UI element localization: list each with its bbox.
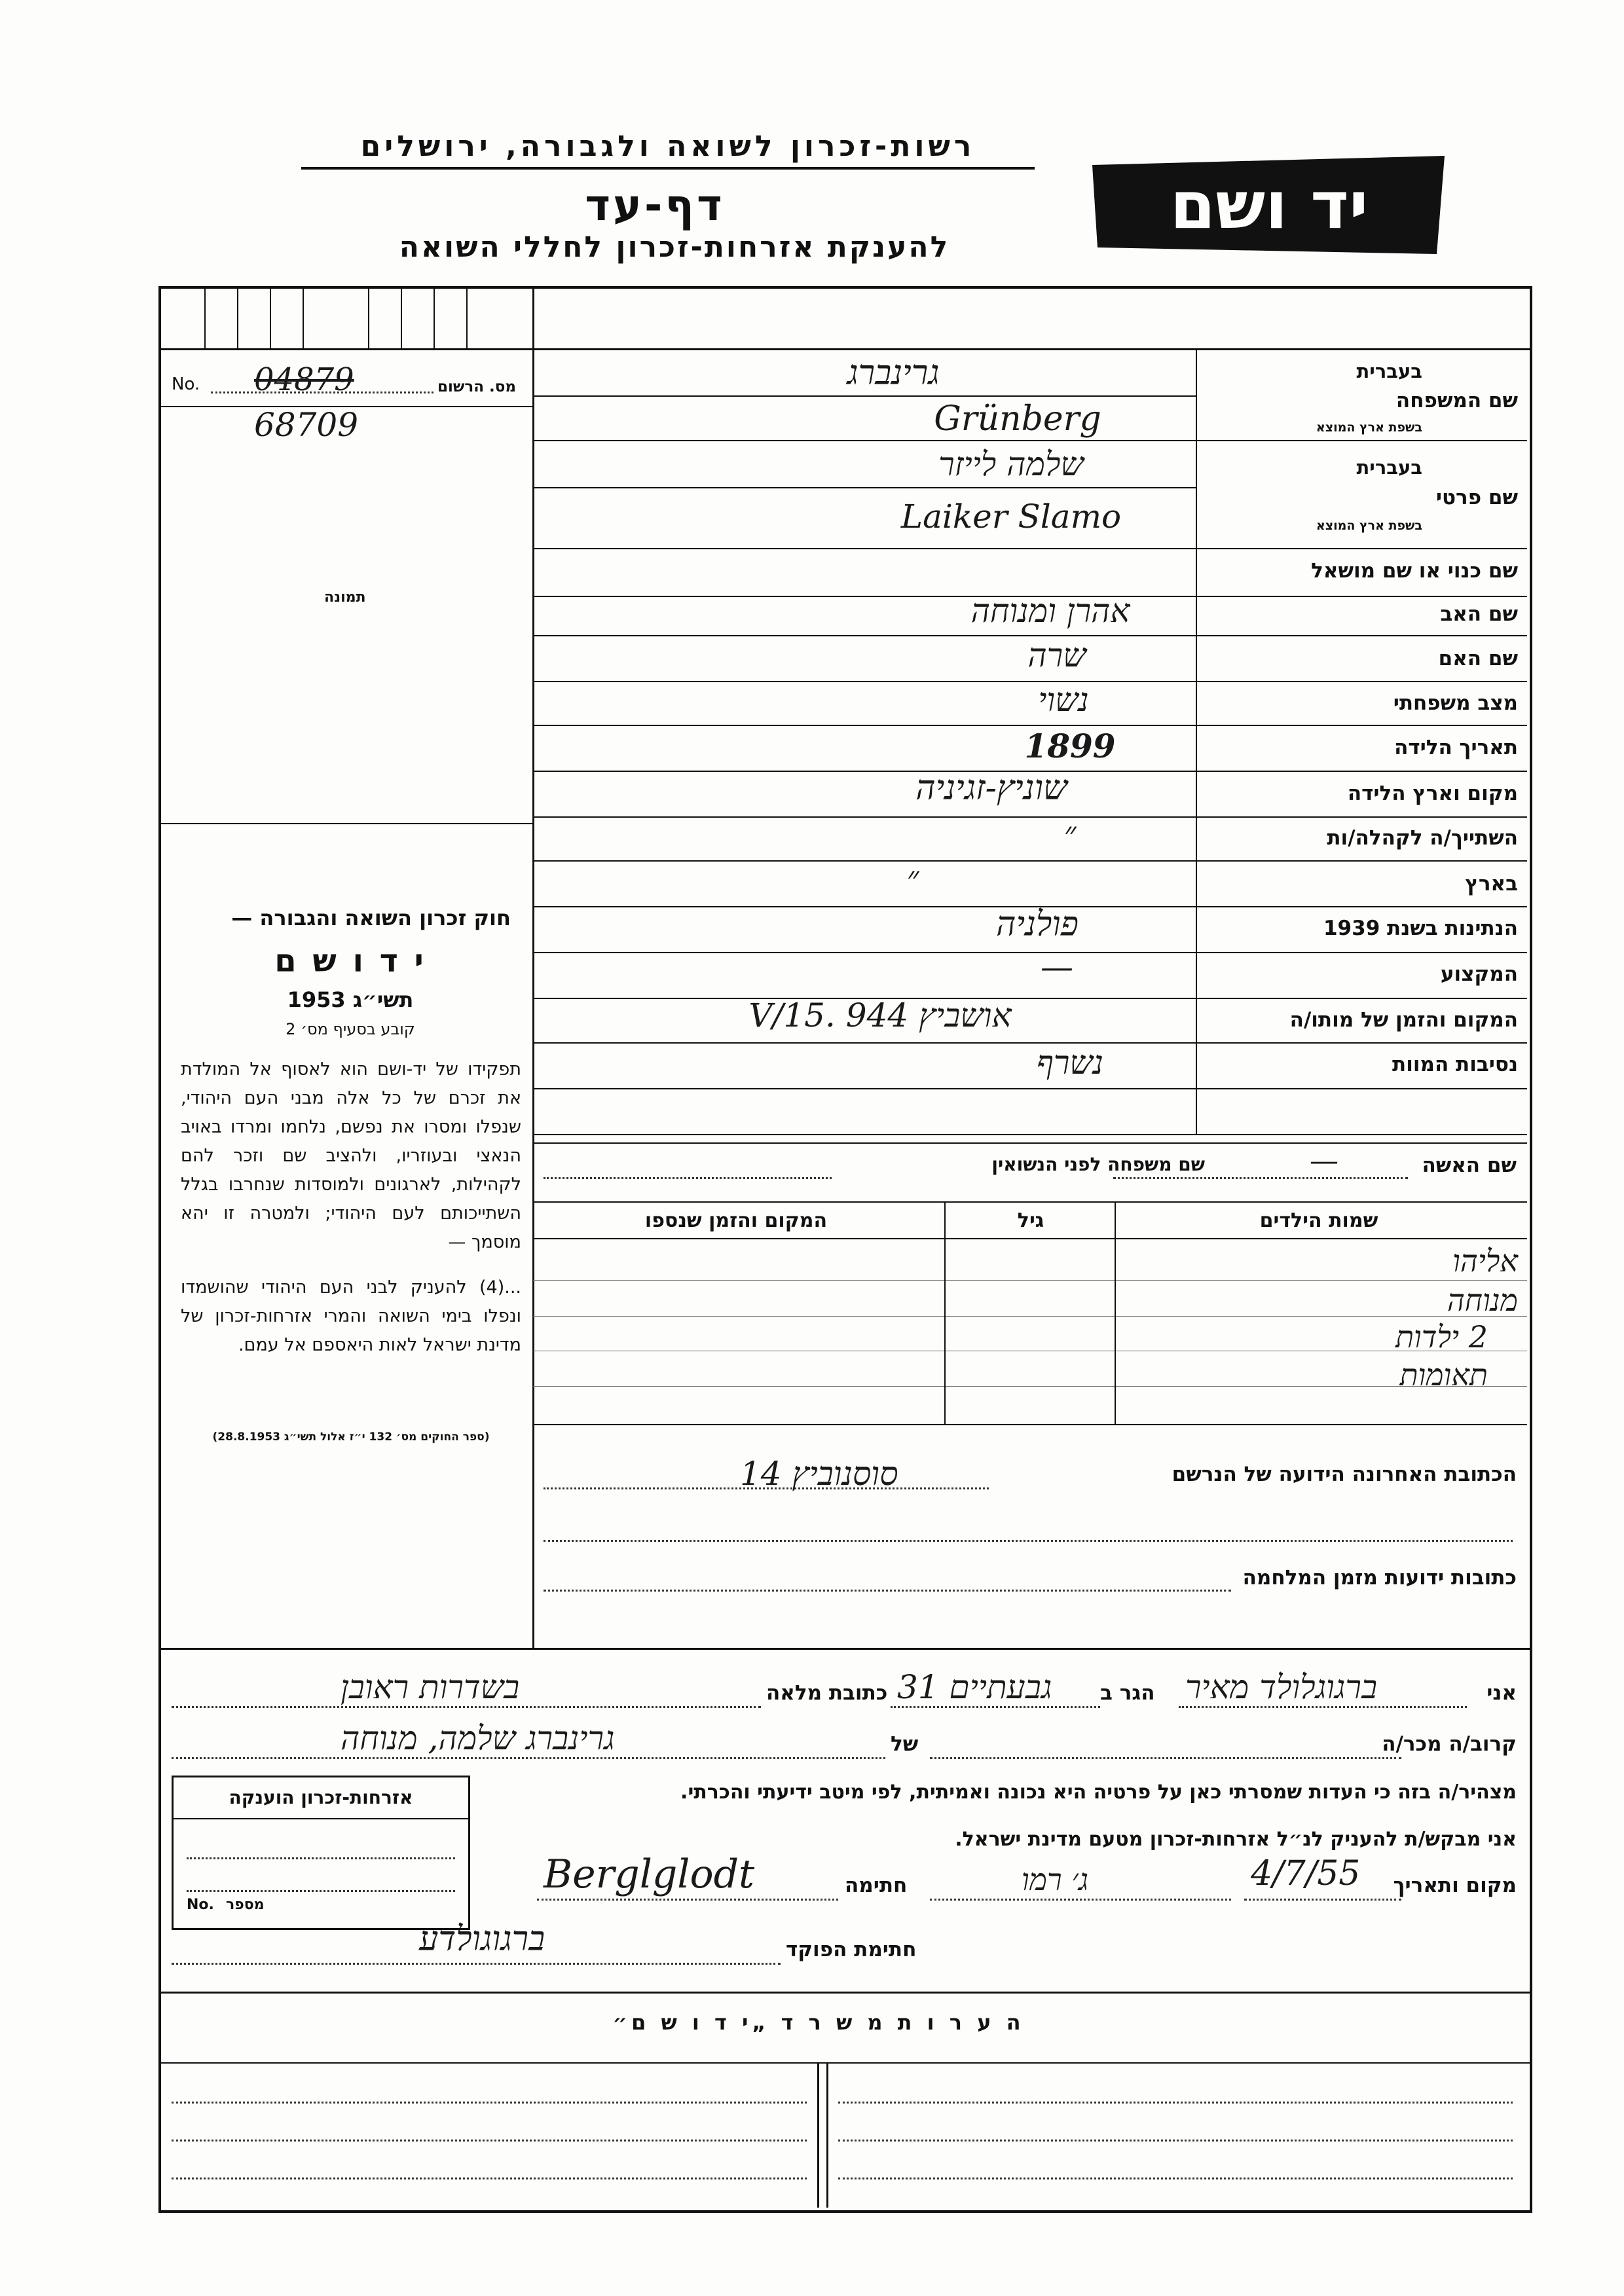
birth-place-value: שוניץ-זגיניה: [915, 769, 1067, 808]
registration-no-label: No.: [172, 374, 200, 394]
declarant-of-label: של: [891, 1732, 919, 1756]
father-value: אהרן ומנוחה: [970, 592, 1130, 630]
declarant-place: ג׳ רמו: [1022, 1862, 1089, 1897]
children-place-header: המקום והזמן שנספו: [644, 1209, 828, 1232]
first-name-origin-value: Laiker Slamo: [900, 498, 1122, 536]
family-name-hebrew-sub: בעברית: [1356, 360, 1422, 382]
signature-label: חתימה: [845, 1874, 908, 1897]
family-name-label: שם המשפחה: [1395, 389, 1518, 412]
declarant-address: בשדרות ראובן: [341, 1668, 520, 1706]
law-year: תשי״ג 1953: [287, 987, 414, 1012]
nationality-value: פולניה: [996, 905, 1079, 944]
awarded-title: אזרחות-זכרון הוענקה: [229, 1787, 413, 1808]
authority-title: רשות-זכרון לשואה ולגבורה, ירושלים: [301, 130, 1035, 170]
law-clause: קובע בסעיף מס׳ 2: [286, 1020, 415, 1038]
community-label: השתייך/ה לקהלה/ות: [1327, 826, 1518, 850]
officer-signature: ברגוגולדע: [419, 1920, 545, 1959]
occupation-label: המקצוע: [1440, 962, 1518, 986]
awarded-box: [172, 1776, 470, 1930]
declarant-i-label: אני: [1486, 1681, 1517, 1705]
birth-place-label: מקום וארץ הלידה: [1347, 782, 1518, 805]
children-table: [533, 1201, 1527, 1424]
first-name-origin-sub: בשפת ארץ המוצא: [1316, 519, 1422, 533]
svg-text:יד ושם: יד ושם: [1170, 167, 1369, 244]
child-name-3: 2 ילדות: [1395, 1319, 1488, 1355]
child-name-1: אליהו: [1452, 1243, 1518, 1279]
child-name-4: תאומות: [1399, 1357, 1488, 1393]
declarant-full-address-label: כתובת מלאה: [766, 1681, 888, 1705]
wife-value: —: [1310, 1144, 1338, 1178]
nickname-label: שם כנוי או שם מושאל: [1311, 559, 1518, 583]
form-subtitle: להענקת אזרחות-זכרון לחללי השואה: [399, 230, 950, 264]
law-title: חוק זכרון השואה והגבורה —: [231, 905, 511, 930]
request-text: אני מבקש/ת להעניק לנ״ל אזרחות-זכרון מטעם מדינת ישראל.: [955, 1828, 1517, 1851]
community-value: ״: [1063, 814, 1077, 852]
declarant-city: גבעתיים 31: [897, 1668, 1052, 1706]
officer-label: חתימת הפוקד: [786, 1938, 917, 1961]
country-value: ״: [906, 859, 919, 897]
last-address-value: סוסנוביץ 14: [740, 1455, 898, 1493]
registration-number: 68709: [254, 406, 359, 444]
form-title: דף-עד: [585, 180, 725, 230]
death-place-label: המקום והזמן של מותו/ה: [1289, 1008, 1518, 1032]
declarant-relation-label: קרוב/ה מכר/ה: [1382, 1732, 1517, 1756]
declarant-date: 4/7/55: [1251, 1854, 1361, 1893]
registration-crossed-number: 04879: [254, 361, 354, 398]
child-name-2: מנוחה: [1447, 1283, 1518, 1318]
father-label: שם האב: [1440, 602, 1518, 626]
office-notes-title: ה ע ר ו ת מ ש ר ד „י ד ו ש ם״: [612, 2010, 1025, 2035]
death-cause-value: נשרף: [1036, 1044, 1104, 1082]
law-source: (ספר החוקים מס׳ 132 י״ז אלול תשי״ג 28.8.1953): [212, 1430, 490, 1444]
law-text-2: ...(4) להעניק לבני העם היהודי שהושמדו ונפלו בימי השואה והמרי אזרחות-זכרון של מדינת ישראל לאות היאספם אל עמם.: [181, 1277, 521, 1355]
family-name-origin-sub: בשפת ארץ המוצא: [1316, 420, 1422, 435]
death-place-value: אושביץ 944 .15/V: [748, 996, 1012, 1034]
law-name: י ד ו ש ם: [274, 943, 426, 979]
marital-value: נשוי: [1038, 681, 1089, 719]
war-address-label: כתובות ידועות מזמן המלחמה: [1242, 1566, 1517, 1590]
declaration-text: מצהיר/ה בזה כי העדות שמסרתי כאן על פרטיה היא נכונה ואמיתית, לפי מיטב ידיעתי והכרתי.: [680, 1781, 1517, 1804]
death-cause-label: נסיבות המוות: [1392, 1053, 1518, 1076]
children-names-header: שמות הילדים: [1259, 1209, 1378, 1232]
birth-date-value: 1899: [1024, 727, 1116, 765]
first-name-hebrew-sub: בעברית: [1356, 456, 1422, 479]
first-name-label: שם פרטי: [1435, 486, 1518, 509]
declarant-signature: Berglglodt: [544, 1851, 755, 1897]
family-name-hebrew-value: גרינברג: [847, 354, 940, 393]
marital-label: מצב משפחתי: [1393, 691, 1518, 715]
first-name-hebrew-value: שלמה לייזר: [938, 445, 1084, 483]
nationality-label: הנתינות בשנת 1939: [1323, 917, 1518, 940]
wife-label: שם האשה: [1422, 1154, 1517, 1177]
wife-maiden-label: שם משפחה לפני הנשואין: [991, 1154, 1205, 1175]
registration-label: מס. הרשום: [437, 378, 517, 395]
family-name-origin-value: Grünberg: [934, 399, 1101, 439]
awarded-number-label: מספר: [226, 1897, 265, 1913]
last-address-label: הכתובת האחרונה הידועה של הנרשם: [1172, 1463, 1517, 1486]
law-text-1: תפקידו של יד-ושם הוא לאסוף אל המולדת את זכרם של כל אלה מבני העם היהודי, שנפלו ומסרו את נפשם, נלחמו ומרדו באויב הנאצי ובעוזריו, ולהציב שם וזכר להם לקהילות, לארגונים ולמוסדות שנחרבו בגלל השתייכותם לעם היהודי; ולמטרה זו יהא מוסמך —: [181, 1059, 521, 1252]
place-date-label: מקום ותאריך: [1393, 1874, 1517, 1897]
yad-vashem-logo: [1092, 156, 1446, 254]
occupation-value: —: [1041, 948, 1073, 986]
awarded-no-label: No.: [187, 1897, 214, 1913]
declarant-name: ברגוגלולד מאיר: [1185, 1668, 1378, 1706]
country-label: בארץ: [1465, 872, 1518, 896]
mother-value: שרה: [1027, 636, 1086, 674]
photo-label: תמונה: [324, 589, 366, 606]
fields-area: [533, 348, 1527, 1137]
declarant-resides-label: הגר ב: [1100, 1681, 1155, 1705]
children-age-header: גיל: [1017, 1209, 1044, 1232]
mother-label: שם האם: [1438, 647, 1518, 670]
declarant-of-name: גרינברג שלמה, מנוחה: [341, 1719, 615, 1757]
birth-date-label: תאריך הלידה: [1394, 736, 1518, 759]
